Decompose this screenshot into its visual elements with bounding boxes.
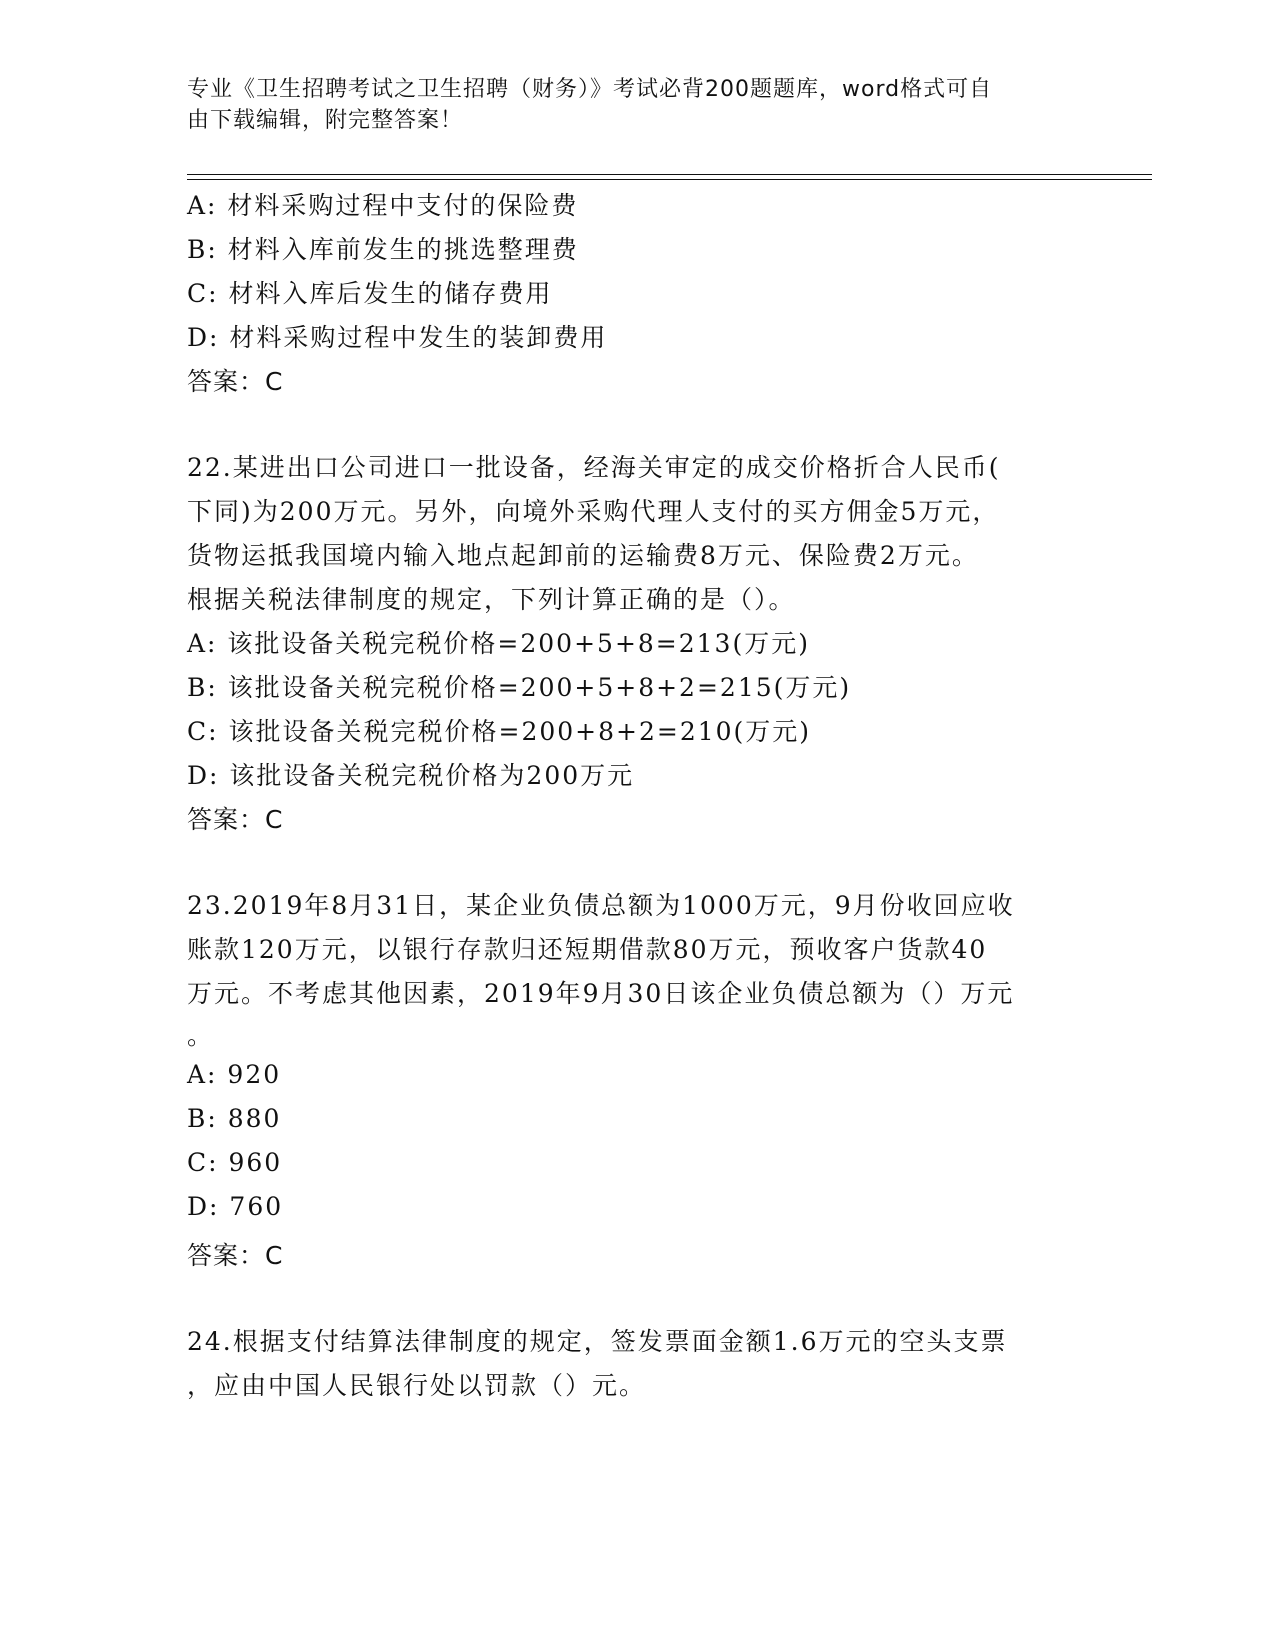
q23-option-d: D: 760 — [187, 1192, 284, 1221]
q22-option-c: C: 该批设备关税完税价格=200+8+2=210(万元) — [187, 717, 812, 746]
q21-option-b: B: 材料入库前发生的挑选整理费 — [187, 235, 579, 264]
q24-stem-line-2: ，应由中国人民银行处以罚款（）元。 — [187, 1371, 647, 1400]
q22-option-d: D: 该批设备关税完税价格为200万元 — [187, 761, 635, 790]
q22-answer: 答案：C — [187, 805, 284, 834]
header-divider — [187, 174, 1152, 180]
q21-answer: 答案：C — [187, 367, 284, 396]
q23-option-b: B: 880 — [187, 1104, 282, 1133]
q24-stem-line-1: 24.根据支付结算法律制度的规定，签发票面金额1.6万元的空头支票 — [187, 1327, 1008, 1356]
page-header — [187, 74, 1067, 136]
q23-answer: 答案：C — [187, 1241, 284, 1270]
q22-stem-line-2: 下同)为200万元。另外，向境外采购代理人支付的买方佣金5万元， — [187, 497, 1000, 526]
q21-option-a: A: 材料采购过程中支付的保险费 — [187, 191, 579, 220]
q23-stem-line-4: 。 — [187, 1021, 215, 1050]
q22-stem-line-1: 22.某进出口公司进口一批设备，经海关审定的成交价格折合人民币( — [187, 453, 1001, 482]
q23-stem-line-1: 23.2019年8月31日，某企业负债总额为1000万元，9月份收回应收 — [187, 891, 1015, 920]
q22-stem-line-3: 货物运抵我国境内输入地点起卸前的运输费8万元、保险费2万元。 — [187, 541, 979, 570]
header-title-line-2: 由下载编辑，附完整答案！ — [187, 108, 464, 133]
q23-stem-line-2: 账款120万元，以银行存款归还短期借款80万元，预收客户货款40 — [187, 935, 988, 964]
q23-stem-line-3: 万元。不考虑其他因素，2019年9月30日该企业负债总额为（）万元 — [187, 979, 1015, 1008]
header-title-line-1: 专业《卫生招聘考试之卫生招聘（财务）》考试必背200题题库，word格式可自 — [187, 77, 993, 102]
q22-option-b: B: 该批设备关税完税价格=200+5+8+2=215(万元) — [187, 673, 852, 702]
q21-option-c: C: 材料入库后发生的储存费用 — [187, 279, 553, 308]
q22-option-a: A: 该批设备关税完税价格=200+5+8=213(万元) — [187, 629, 810, 658]
q23-option-c: C: 960 — [187, 1148, 283, 1177]
q21-option-d: D: 材料采购过程中发生的装卸费用 — [187, 323, 608, 352]
q22-stem-line-4: 根据关税法律制度的规定，下列计算正确的是（）。 — [187, 585, 796, 614]
q23-option-a: A: 920 — [187, 1060, 282, 1089]
